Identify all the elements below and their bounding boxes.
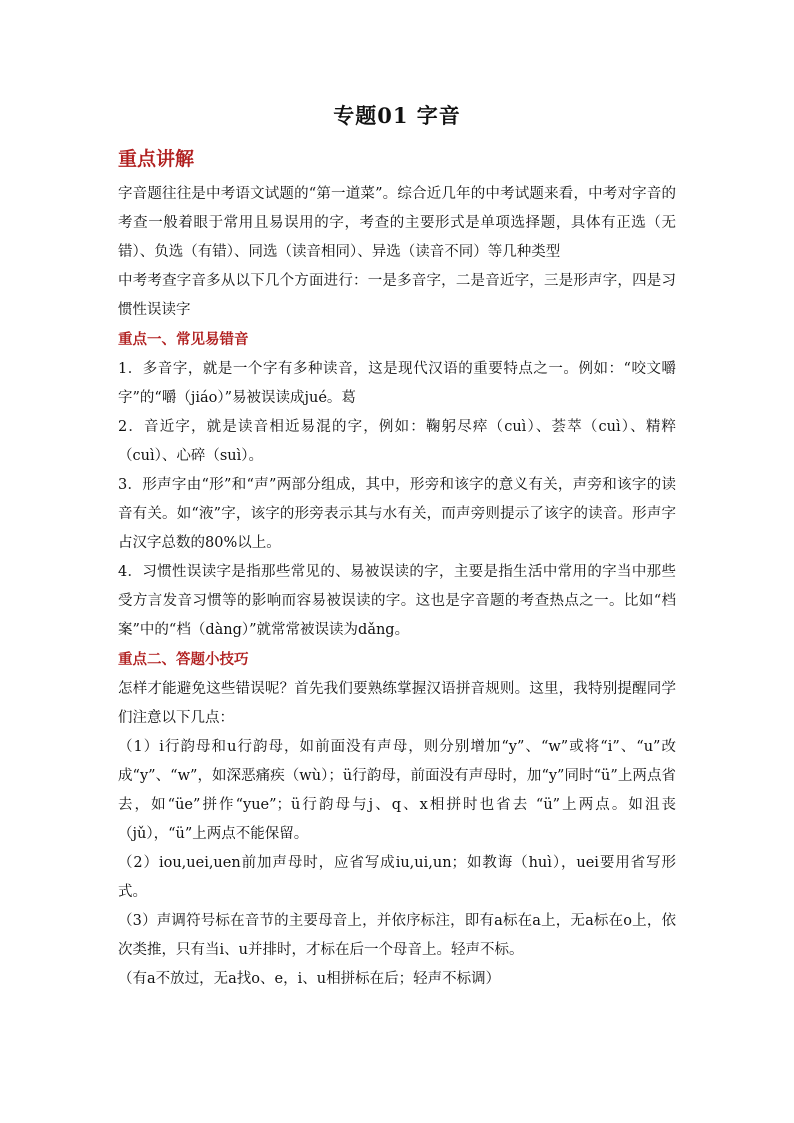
point1-item-3: 3．形声字由“形”和“声”两部分组成，其中，形旁和该字的意义有关，声旁和该字的读音有关。如“液”字，该字的形旁表示其与水有关，而声旁则提示了该字的读音。形声字占汉字总数的80%以上。	[118, 477, 676, 551]
point1-item-4: 4．习惯性误读字是指那些常见的、易被误读的字，主要是指生活中常用的字当中那些受方言发音习惯等的影响而容易被误读的字。这也是字音题的考查热点之一。比如“档案”中的“档（dàng）”就常常被误读为dǎng。	[118, 564, 676, 638]
point2-item-2: （2）iou,uei,uen前加声母时，应省写成iu,ui,un；如教诲（huì），uei要用省写形式。	[118, 855, 676, 900]
point2-heading: 重点二、答题小技巧	[118, 651, 249, 668]
intro-paragraph-2: 中考考查字音多从以下几个方面进行：一是多音字，二是音近字，三是形声字，四是习惯性误读字	[118, 273, 676, 318]
point1-item-2: 2．音近字，就是读音相近易混的字，例如：鞠躬尽瘁（cuì）、荟萃（cuì）、精粹（cuì）、心碎（suì）。	[118, 419, 676, 464]
point2-item-1: （1）i行韵母和u行韵母，如前面没有声母，则分别增加“y”、“w”或将“i”、“u”改成“y”、“w”，如深恶痛疾（wù）；ü行韵母，前面没有声母时，加“y”同时“ü”上两点省去，如“üe”拼作“yue”；ü行韵母与j、q、x相拼时也省去 “ü”上两点。如沮丧（jǔ），“ü”上两点不能保留。	[118, 739, 676, 842]
intro-paragraph-1: 字音题往往是中考语文试题的“第一道菜”。综合近几年的中考试题来看，中考对字音的考查一般着眼于常用且易误用的字，考查的主要形式是单项选择题，具体有正选（无错）、负选（有错）、同选（读音相同）、异选（读音不同）等几种类型	[118, 186, 676, 260]
point2-intro: 怎样才能避免这些错误呢？首先我们要熟练掌握汉语拼音规则。这里，我特别提醒同学们注意以下几点：	[118, 681, 676, 726]
point1-heading: 重点一、常见易错音	[118, 331, 249, 348]
section-heading: 重点讲解	[118, 148, 195, 170]
point1-item-1: 1．多音字，就是一个字有多种读音，这是现代汉语的重要特点之一。例如：“咬文嚼字”的“嚼（jiáo）”易被误读成jué。葛	[118, 361, 676, 406]
point2-item-4: （有a不放过，无a找o、e，i、u相拼标在后；轻声不标调）	[118, 971, 501, 987]
page-title: 专题01 字音	[333, 103, 461, 128]
point2-item-3: （3）声调符号标在音节的主要母音上，并依序标注，即有a标在a上，无a标在o上，依次类推，只有当i、u并排时，才标在后一个母音上。轻声不标。	[118, 913, 676, 958]
